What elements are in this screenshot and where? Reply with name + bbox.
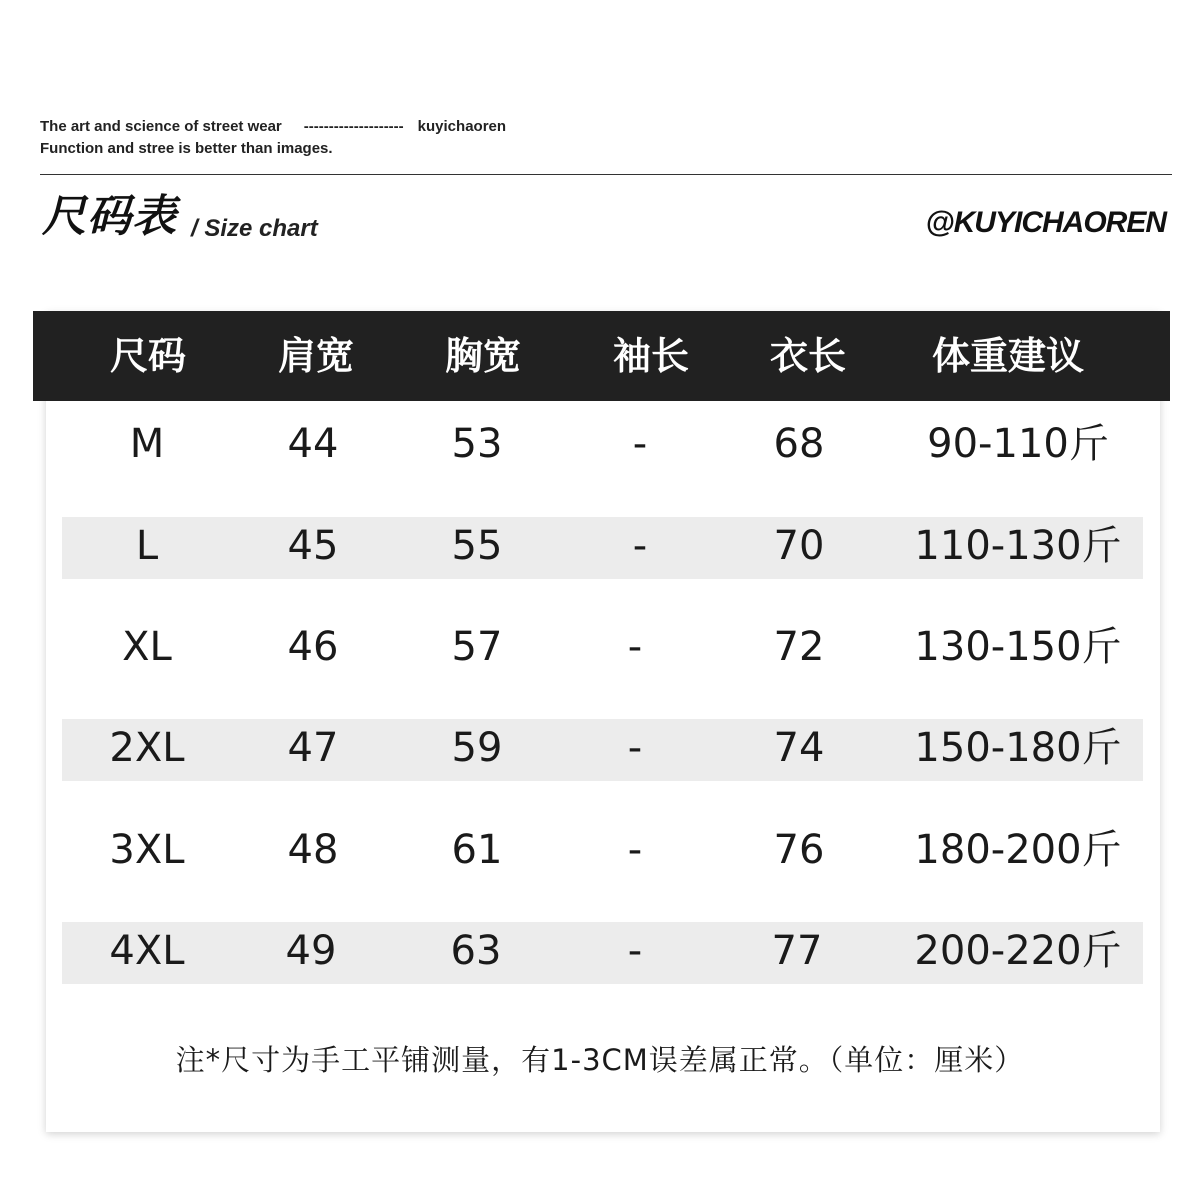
header-chest: 胸宽 xyxy=(444,334,522,378)
brand-handle: @KUYICHAOREN xyxy=(925,206,1166,239)
table-cell: 90-110斤 xyxy=(927,421,1109,467)
table-cell: 48 xyxy=(287,827,339,873)
table-cell: 200-220斤 xyxy=(914,928,1122,974)
tagline xyxy=(40,116,506,160)
table-cell: 46 xyxy=(287,624,339,670)
tagline-subtext: Function and stree is better than images. xyxy=(40,140,333,157)
table-cell: 59 xyxy=(451,725,503,771)
table-cell: - xyxy=(632,421,648,467)
table-cell: 4XL xyxy=(109,928,185,974)
table-cell: 61 xyxy=(451,827,503,873)
table-cell: 72 xyxy=(773,624,825,670)
table-cell: - xyxy=(632,523,648,569)
table-cell: 49 xyxy=(285,928,337,974)
table-cell: 68 xyxy=(773,421,825,467)
title-english: / Size chart xyxy=(191,215,318,242)
table-cell: - xyxy=(627,928,643,974)
table-cell: 57 xyxy=(451,624,503,670)
table-cell: 74 xyxy=(773,725,825,771)
table-cell: 77 xyxy=(771,928,823,974)
table-cell: M xyxy=(129,421,165,467)
tagline-brand: kuyichaoren xyxy=(417,118,507,135)
table-cell: 3XL xyxy=(109,827,185,873)
table-cell: 110-130斤 xyxy=(914,523,1122,569)
table-cell: 45 xyxy=(287,523,339,569)
title-chinese: 尺码表 xyxy=(42,191,177,242)
table-cell: 47 xyxy=(287,725,339,771)
table-cell: 53 xyxy=(451,421,503,467)
table-header xyxy=(33,311,1170,401)
table-cell: 180-200斤 xyxy=(914,827,1122,873)
table-cell: XL xyxy=(122,624,172,670)
table-cell: 55 xyxy=(451,523,503,569)
header-sleeve: 袖长 xyxy=(612,334,690,378)
table-cell: 70 xyxy=(773,523,825,569)
table-cell: - xyxy=(627,725,643,771)
table-cell: 150-180斤 xyxy=(914,725,1122,771)
header-size: 尺码 xyxy=(109,334,187,378)
table-cell: 44 xyxy=(287,421,339,467)
table-cell: 2XL xyxy=(109,725,185,771)
divider-line xyxy=(40,174,1172,175)
table-cell: - xyxy=(627,827,643,873)
table-cell: L xyxy=(135,523,159,569)
tagline-dashes: -------------------- xyxy=(303,118,404,135)
table-cell: 130-150斤 xyxy=(914,624,1122,670)
measurement-note: 注*尺寸为手工平铺测量，有1-3CM误差属正常。（单位：厘米） xyxy=(175,1043,1025,1077)
table-cell: 63 xyxy=(450,928,502,974)
table-cell: 76 xyxy=(773,827,825,873)
page-title xyxy=(42,190,318,244)
table-cell: - xyxy=(627,624,643,670)
tagline-text: The art and science of street wear xyxy=(40,118,282,135)
header-shoulder: 肩宽 xyxy=(277,334,355,378)
header-length: 衣长 xyxy=(769,334,847,378)
header-weight: 体重建议 xyxy=(931,334,1085,378)
